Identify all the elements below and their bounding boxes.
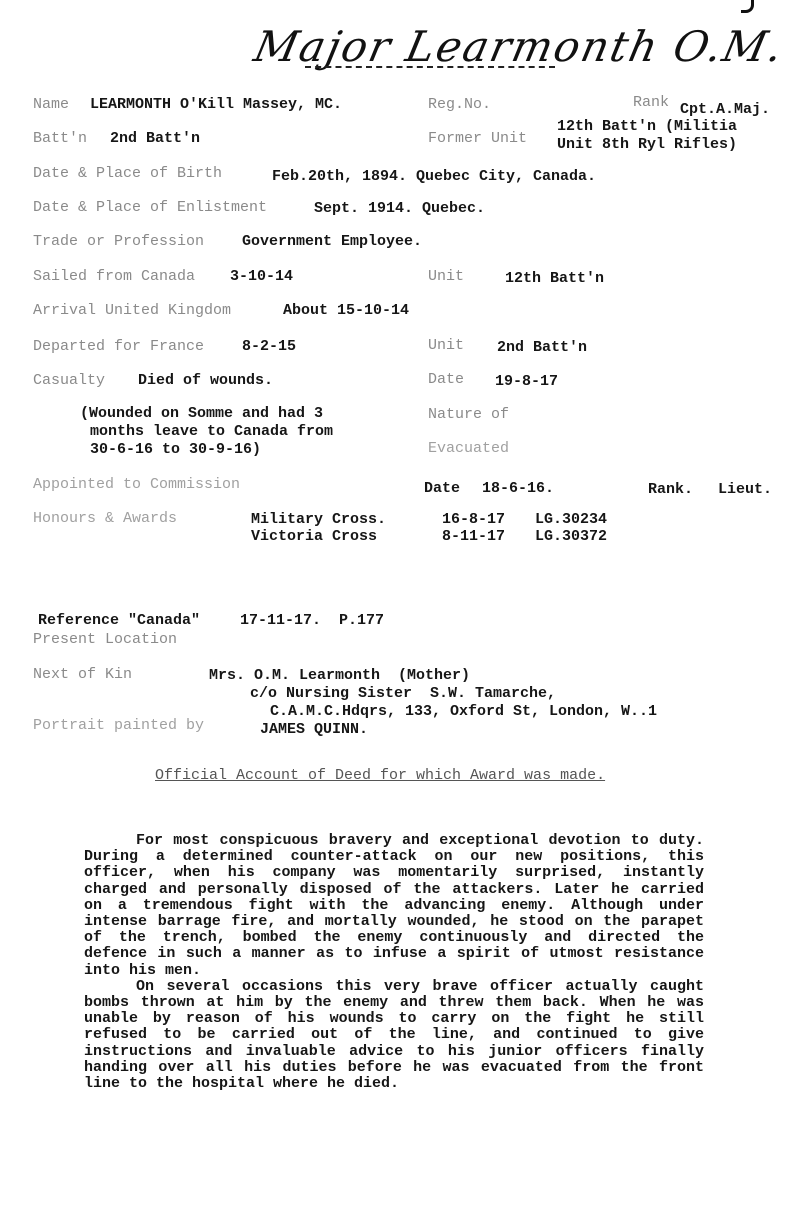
account-paragraph-2: On several occasions this very brave officer actually caught bombs thrown at him by the enemy and threw them back. When he was unable by reason of his wounds to carry on the fight he still refused to be carried out of the line, and continued to give instructions and invaluable advice to his junior officers finally handing over all his duties before he was evacuated from the front line to the hospital where he died. <box>84 977 704 1093</box>
portrait-value: JAMES QUINN. <box>260 721 369 738</box>
award-date: 16-8-17 <box>442 511 506 528</box>
reg-no-label: Reg.No. <box>428 96 492 113</box>
casualty-value: Died of wounds. <box>138 372 274 389</box>
rank-value: Cpt.A.Maj. <box>680 101 771 118</box>
honours-label: Honours & Awards <box>33 510 178 527</box>
next-of-kin-line-3: C.A.M.C.Hdqrs, 133, Oxford St, London, W..1 <box>270 703 658 720</box>
handwritten-title: Major Learmonth O.M. <box>249 22 790 71</box>
casualty-date-value: 19-8-17 <box>495 373 559 390</box>
award-date: 8-11-17 <box>442 528 506 545</box>
battalion-label: Batt'n <box>33 130 88 147</box>
commission-label: Appointed to Commission <box>33 476 241 493</box>
corner-mark <box>741 0 754 13</box>
arrival-value: About 15-10-14 <box>283 302 410 319</box>
award-gazette: LG.30234 <box>535 511 608 528</box>
trade-value: Government Employee. <box>242 233 423 250</box>
former-unit-value-2: Unit 8th Ryl Rifles) <box>557 136 738 153</box>
battalion-value: 2nd Batt'n <box>110 130 201 147</box>
wound-note-1: (Wounded on Somme and had 3 <box>80 405 324 422</box>
account-heading: Official Account of Deed for which Award was made. <box>155 767 606 784</box>
casualty-label: Casualty <box>33 372 106 389</box>
name-label: Name <box>33 96 70 113</box>
arrival-label: Arrival United Kingdom <box>33 302 232 319</box>
award-gazette: LG.30372 <box>535 528 608 545</box>
evacuated-label: Evacuated <box>428 440 510 457</box>
account-text <box>84 833 704 1092</box>
next-of-kin-label: Next of Kin <box>33 666 133 683</box>
next-of-kin-line-2: c/o Nursing Sister S.W. Tamarche, <box>250 685 557 702</box>
sailed-unit-value: 12th Batt'n <box>505 270 605 287</box>
departed-unit-value: 2nd Batt'n <box>497 339 588 356</box>
birth-label: Date & Place of Birth <box>33 165 223 182</box>
reference-label: Reference "Canada" <box>38 612 201 629</box>
present-location-label: Present Location <box>33 631 178 648</box>
name-value: LEARMONTH O'Kill Massey, MC. <box>90 96 343 113</box>
departed-value: 8-2-15 <box>242 338 297 355</box>
wound-note-3: 30-6-16 to 30-9-16) <box>90 441 262 458</box>
trade-label: Trade or Profession <box>33 233 205 250</box>
wound-note-2: months leave to Canada from <box>90 423 334 440</box>
next-of-kin-line-1: Mrs. O.M. Learmonth (Mother) <box>209 667 471 684</box>
award-name: Victoria Cross <box>251 528 378 545</box>
account-paragraph-1: For most conspicuous bravery and exceptional devotion to duty. During a determined counter-attack on our new positions, this officer, when his company was momentarily surprised, instantly charged and personally disposed of the attackers. Later he carried on a tremendous fight with the advancing enemy. Although under intense barrage fire, and mortally wounded, he stood on the parapet of the trench, bombed the enemy continuously and directed the defence in such a manner as to infuse a spirit of utmost resistance into his men. <box>84 832 704 979</box>
commission-rank-value: Lieut. <box>718 481 773 498</box>
former-unit-value-1: 12th Batt'n (Militia <box>557 118 738 135</box>
handwritten-underline <box>305 66 555 68</box>
enlistment-value: Sept. 1914. Quebec. <box>314 200 486 217</box>
commission-date-label: Date <box>424 480 461 497</box>
departed-label: Departed for France <box>33 338 205 355</box>
sailed-label: Sailed from Canada <box>33 268 196 285</box>
sailed-unit-label: Unit <box>428 268 465 285</box>
former-unit-label: Former Unit <box>428 130 528 147</box>
commission-date-value: 18-6-16. <box>482 480 555 497</box>
reference-value: 17-11-17. P.177 <box>240 612 385 629</box>
commission-rank-label: Rank. <box>648 481 694 498</box>
casualty-date-label: Date <box>428 371 465 388</box>
portrait-label: Portrait painted by <box>33 717 205 734</box>
award-name: Military Cross. <box>251 511 387 528</box>
nature-of-label: Nature of <box>428 406 510 423</box>
sailed-value: 3-10-14 <box>230 268 294 285</box>
departed-unit-label: Unit <box>428 337 465 354</box>
enlistment-label: Date & Place of Enlistment <box>33 199 268 216</box>
rank-label: Rank <box>633 94 670 111</box>
birth-value: Feb.20th, 1894. Quebec City, Canada. <box>272 168 597 185</box>
